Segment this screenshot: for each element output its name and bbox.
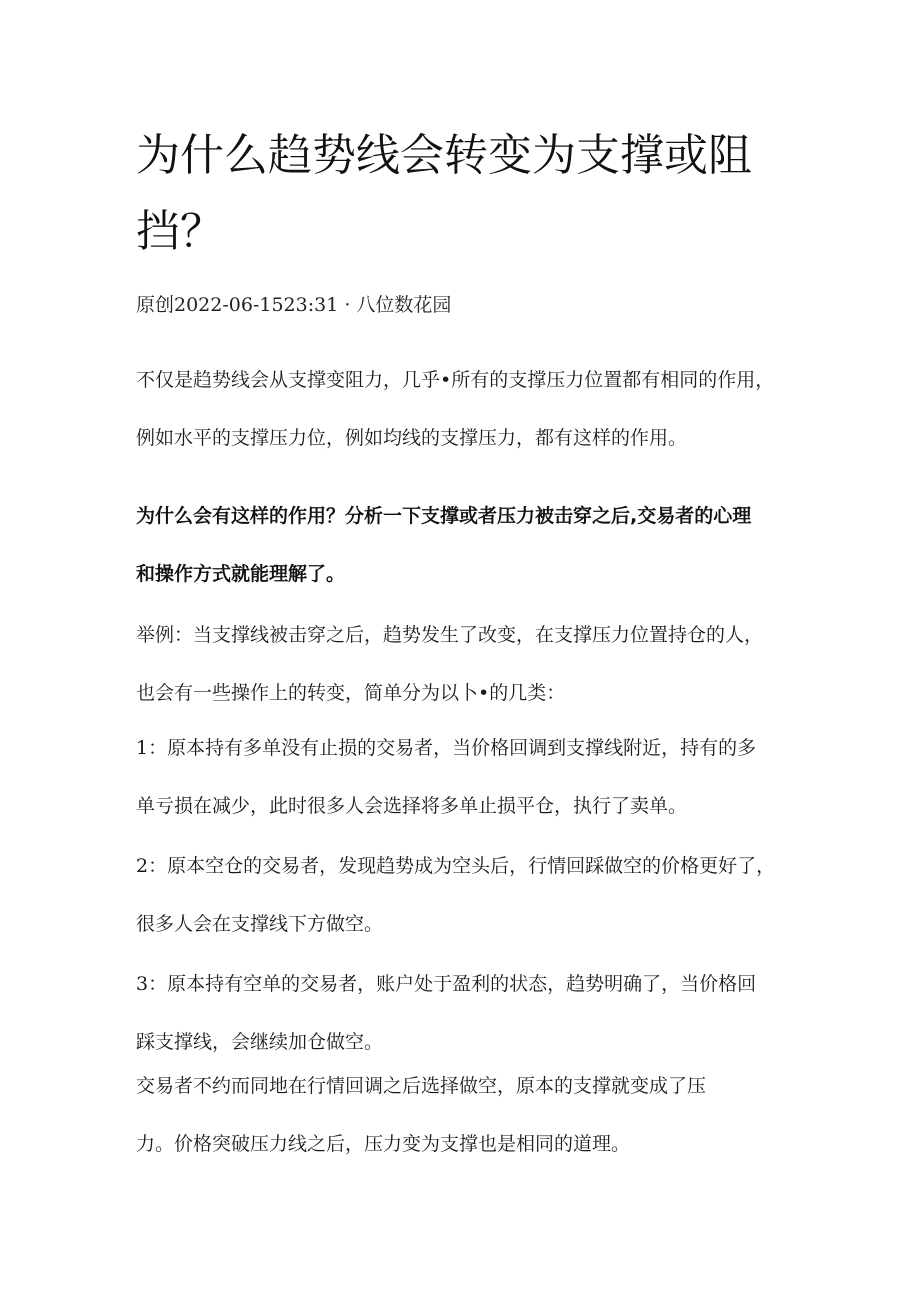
paragraph-line: 很多人会在支撑线下方做空。 xyxy=(136,913,384,935)
paragraph-case-2 xyxy=(136,837,788,953)
paragraph-conclusion xyxy=(136,1057,748,1173)
article-title xyxy=(136,118,752,270)
paragraph-line: 3：原本持有空单的交易者，账户处于盈利的状态，趋势明确了，当价格回 xyxy=(136,973,757,995)
paragraph-case-1 xyxy=(136,719,788,835)
paragraph-line: 踩支撑线，会继续加仓做空。 xyxy=(136,1031,384,1053)
paragraph-line: 1：原本持有多单没有止损的交易者，当价格回调到支撑线附近，持有的多 xyxy=(136,737,757,759)
paragraph-question xyxy=(136,487,788,603)
paragraph-line: 和操作方式就能理解了。 xyxy=(136,563,346,585)
paragraph-line: 例如水平的支撑压力位，例如均线的支撑压力，都有这样的作用。 xyxy=(136,427,688,449)
article-meta: 原创2022-06-1523:31 · 八位数花园 xyxy=(136,294,452,316)
paragraph-line: 力。价格突破压力线之后，压力变为支撑也是相同的道理。 xyxy=(136,1133,631,1155)
title-line: 挡？ xyxy=(136,206,224,257)
paragraph-line: 交易者不约而同地在行情回调之后选择做空，原本的支撑就变成了压 xyxy=(136,1075,707,1097)
paragraph-case-3 xyxy=(136,955,788,1071)
paragraph-line: 也会有一些操作上的转变，简单分为以卜•的几类： xyxy=(136,682,566,704)
paragraph-intro xyxy=(136,351,788,467)
paragraph-example xyxy=(136,606,788,722)
paragraph-line: 2：原本空仓的交易者，发现趋势成为空头后，行情回踩做空的价格更好了， xyxy=(136,855,776,877)
paragraph-line: 为什么会有这样的作用？分析一下支撑或者压力被击穿之后,交易者的心理 xyxy=(136,505,752,527)
paragraph-line: 不仅是趋势线会从支撑变阻力，几乎•所有的支撑压力位置都有相同的作用， xyxy=(136,369,775,391)
title-line: 为什么趋势线会转变为支撑或阻 xyxy=(136,130,752,181)
paragraph-line: 举例：当支撑线被击穿之后，趋势发生了改变，在支撑压力位置持仓的人， xyxy=(136,624,764,646)
paragraph-line: 单亏损在减少，此时很多人会选择将多单止损平仓，执行了卖单。 xyxy=(136,795,688,817)
